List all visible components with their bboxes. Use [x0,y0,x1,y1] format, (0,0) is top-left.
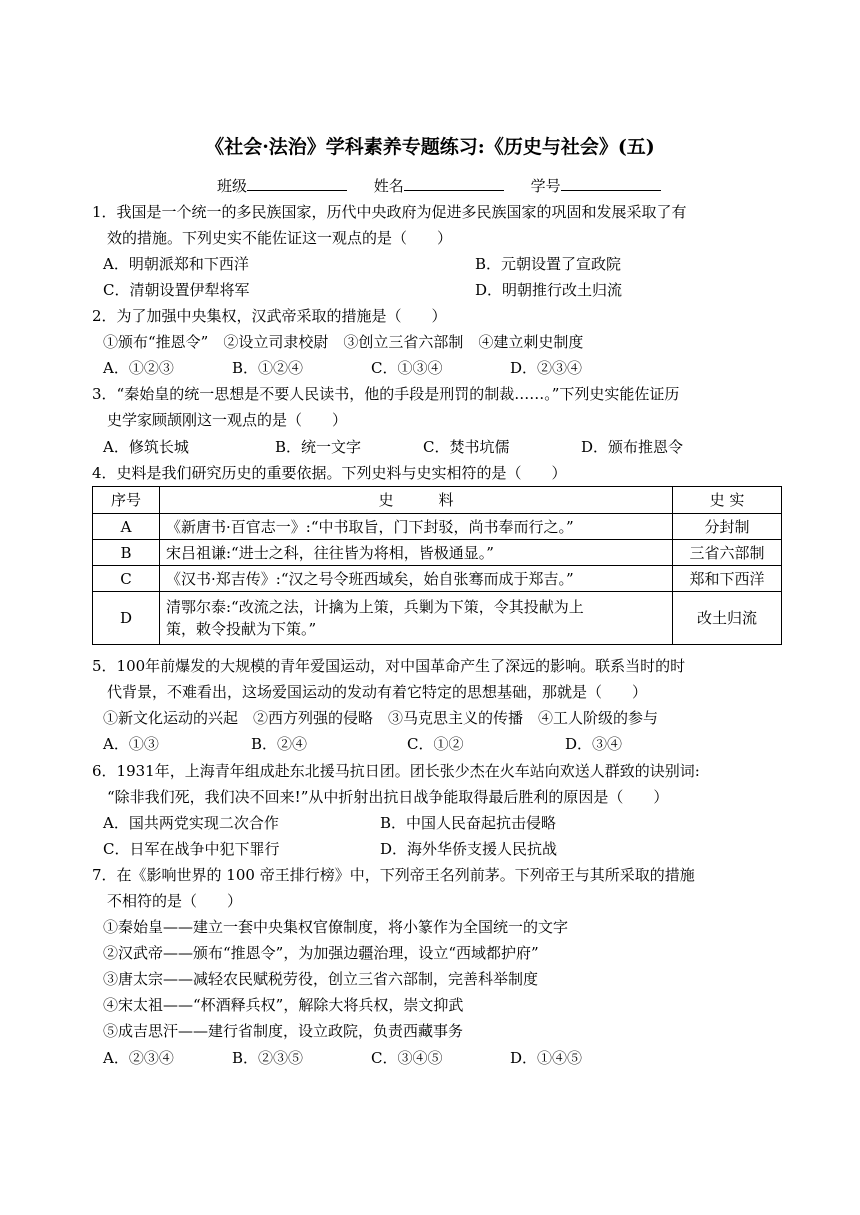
question-3-option-d[interactable]: D．颁布推恩令 [581,438,684,456]
question-7-stem: 7．在《影响世界的 100 帝王排行榜》中，下列帝王名列前茅。下列帝王与其所采取的措施 [92,866,695,884]
row-source-line-2: 策，敕令投献为下策。” [166,620,317,638]
history-sources-table [92,486,782,645]
question-2-items: ①颁布“推恩令” ②设立司隶校尉 ③创立三省六部制 ④建立刺史制度 [103,333,584,351]
header-source: 史 料 [160,487,673,514]
question-6-option-a[interactable]: A．国共两党实现二次合作 [103,814,279,832]
question-5-items: ①新文化运动的兴起 ②西方列强的侵略 ③马克思主义的传播 ④工人阶级的参与 [103,709,659,727]
table-header-row [93,487,782,514]
page-title: 《社会·法治》学科素养专题练习:《历史与社会》(五) [205,136,655,158]
row-id: A [93,514,160,540]
row-fact: 改土归流 [673,592,782,645]
question-3-stem: 3．“秦始皇的统一思想是不要人民读书，他的手段是刑罚的制裁……。”下列史实能佐证历 [92,385,680,403]
question-2-stem: 2．为了加强中央集权，汉武帝采取的措施是（ ） [92,307,447,325]
question-7-stem-cont: 不相符的是（ ） [107,892,243,910]
question-3-stem-cont: 史学家顾颉刚这一观点的是（ ） [107,411,348,429]
table-row [93,592,782,645]
question-1-option-d[interactable]: D．明朝推行改土归流 [475,281,623,299]
question-1-option-a[interactable]: A．明朝派郑和下西洋 [103,255,249,273]
question-1-stem: 1．我国是一个统一的多民族国家，历代中央政府为促进多民族国家的巩固和发展采取了有 [92,203,687,221]
header-fact: 史 实 [673,487,782,514]
table-row [93,540,782,566]
name-field[interactable] [404,174,504,191]
row-fact: 分封制 [673,514,782,540]
question-2-option-c[interactable]: C．①③④ [371,359,443,377]
question-7-option-d[interactable]: D．①④⑤ [510,1049,583,1067]
question-2-option-a[interactable]: A．①②③ [103,359,174,377]
question-7-item-3: ③唐太宗——减轻农民赋税劳役，创立三省六部制，完善科举制度 [103,970,539,988]
question-7-item-4: ④宋太祖——“杯酒释兵权”，解除大将兵权，崇文抑武 [103,996,464,1014]
question-4-stem: 4．史料是我们研究历史的重要依据。下列史料与史实相符的是（ ） [92,464,567,482]
row-source: 《新唐书·百官志一》:“中书取旨，门下封驳，尚书奉而行之。” [160,514,673,540]
question-6-option-c[interactable]: C．日军在战争中犯下罪行 [103,840,280,858]
table-row [93,566,782,592]
question-1-stem-cont: 效的措施。下列史实不能佐证这一观点的是（ ） [107,229,453,247]
question-2-option-d[interactable]: D．②③④ [510,359,583,377]
question-6-option-d[interactable]: D．海外华侨支援人民抗战 [380,840,558,858]
row-source: 宋吕祖谦:“进士之科，往往皆为将相，皆极通显。” [160,540,673,566]
question-7-option-c[interactable]: C．③④⑤ [371,1049,443,1067]
question-6-option-b[interactable]: B．中国人民奋起抗击侵略 [380,814,557,832]
question-7-item-5: ⑤成吉思汗——建行省制度，设立政院，负责西藏事务 [103,1022,464,1040]
row-fact: 郑和下西洋 [673,566,782,592]
class-field[interactable] [247,174,347,191]
student-id-label: 学号 [530,177,561,195]
row-source-line-1: 清鄂尔泰:“改流之法，计擒为上策，兵剿为下策，令其投献为上 [166,598,584,616]
row-id: C [93,566,160,592]
row-source: 《汉书·郑吉传》:“汉之号令班西域矣，始自张骞而成于郑吉。” [160,566,673,592]
student-info-row [217,174,661,196]
question-5-stem-cont: 代背景，不难看出，这场爱国运动的发动有着它特定的思想基础，那就是（ ） [107,683,648,701]
question-6-stem: 6．1931年，上海青年组成赴东北援马抗日团。团长张少杰在火车站向欢送人群致的诀别词: [92,762,700,780]
question-7-option-a[interactable]: A．②③④ [103,1049,174,1067]
name-label: 姓名 [373,177,404,195]
question-7-item-1: ①秦始皇——建立一套中央集权官僚制度，将小篆作为全国统一的文字 [103,918,569,936]
question-1-option-b[interactable]: B．元朝设置了宣政院 [475,255,622,273]
question-3-option-a[interactable]: A．修筑长城 [103,438,189,456]
question-5-option-c[interactable]: C．①② [407,735,464,753]
question-6-stem-cont: “除非我们死，我们决不回来!”从中折射出抗日战争能取得最后胜利的原因是（ ） [107,788,669,806]
question-5-stem: 5．100年前爆发的大规模的青年爱国运动，对中国革命产生了深远的影响。联系当时的时 [92,657,686,675]
row-id: D [93,592,160,645]
question-3-option-b[interactable]: B．统一文字 [275,438,362,456]
question-3-option-c[interactable]: C．焚书坑儒 [423,438,510,456]
student-id-field[interactable] [561,174,661,191]
class-label: 班级 [217,177,248,195]
row-fact: 三省六部制 [673,540,782,566]
question-7-option-b[interactable]: B．②③⑤ [232,1049,304,1067]
question-5-option-a[interactable]: A．①③ [103,735,159,753]
question-1-option-c[interactable]: C．清朝设置伊犁将军 [103,281,250,299]
question-7-item-2: ②汉武帝——颁布“推恩令”，为加强边疆治理，设立“西域都护府” [103,944,539,962]
row-id: B [93,540,160,566]
question-2-option-b[interactable]: B．①②④ [232,359,304,377]
table-row [93,514,782,540]
question-5-option-b[interactable]: B．②④ [251,735,308,753]
row-source [160,592,673,645]
header-id: 序号 [93,487,160,514]
question-5-option-d[interactable]: D．③④ [565,735,623,753]
